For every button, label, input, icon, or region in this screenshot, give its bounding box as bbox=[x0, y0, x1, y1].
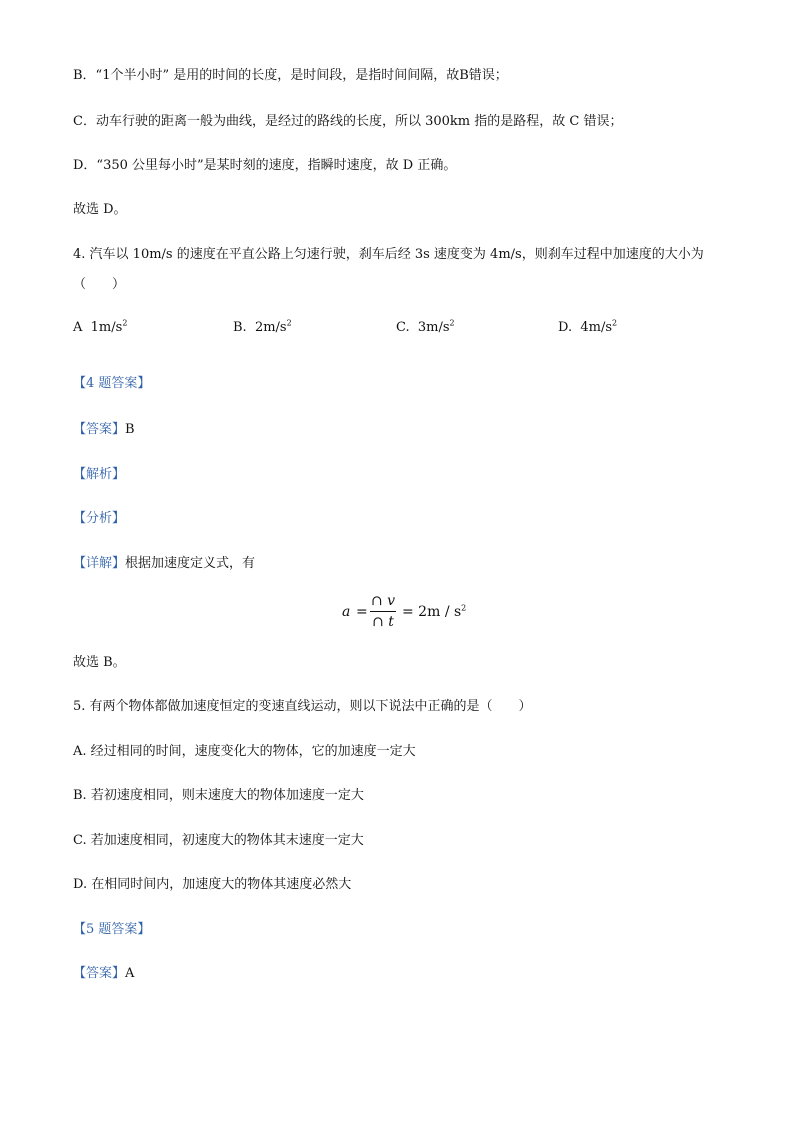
q5-option-d: D. 在相同时间内，加速度大的物体其速度必然大 bbox=[73, 877, 352, 892]
formula-lhs: a bbox=[342, 604, 351, 620]
q5-option-a: A. 经过相同的时间，速度变化大的物体，它的加速度一定大 bbox=[73, 744, 416, 759]
acceleration-formula bbox=[340, 592, 470, 634]
solution-conclusion: 故选 D。 bbox=[73, 202, 127, 217]
formula-rhs: = $2m / s^2$ bbox=[402, 603, 467, 620]
formula-numerator: ∩ v bbox=[370, 593, 396, 609]
fenxi-tag: 【分析】 bbox=[73, 511, 126, 526]
answer-header-4: 【4 题答案】 bbox=[73, 376, 151, 391]
answer-value: A bbox=[125, 966, 135, 981]
question-5-stem: 5. 有两个物体都做加速度恒定的变速直线运动，则以下说法中正确的是（ ） bbox=[73, 699, 532, 714]
q5-option-b: B. 若初速度相同，则末速度大的物体加速度一定大 bbox=[73, 788, 364, 803]
detail-line bbox=[73, 555, 255, 573]
answer-tag: 【答案】 bbox=[73, 966, 126, 981]
answer-value: B bbox=[125, 422, 135, 437]
formula-equals: = bbox=[356, 604, 368, 620]
solution-line-d: D．“350 公里每小时”是某时刻的速度，指瞬时速度，故 D 正确。 bbox=[73, 158, 457, 173]
option-d: D. $4m/s^2$ bbox=[558, 318, 618, 335]
answer-line-5 bbox=[73, 965, 134, 983]
detail-tag: 【详解】 bbox=[73, 556, 126, 571]
solution-line-b: B．“1个半小时” 是用的时间的长度，是时间段，是指时间间隔，故B错误； bbox=[73, 68, 508, 83]
answer-tag: 【答案】 bbox=[73, 422, 126, 437]
formula-fraction bbox=[370, 592, 396, 631]
question-4-blank: （ ） bbox=[73, 277, 126, 292]
formula-denominator: ∩ t bbox=[372, 614, 394, 630]
question-4-options bbox=[73, 320, 673, 338]
solution-line-c: C．动车行驶的距离一般为曲线，是经过的路线的长度，所以 300km 指的是路程，故 C 错误； bbox=[73, 114, 623, 129]
answer-header-5: 【5 题答案】 bbox=[73, 922, 151, 937]
fraction-bar bbox=[370, 611, 396, 612]
answer-line-4 bbox=[73, 421, 135, 439]
question-4-stem: 4. 汽车以 10m/s 的速度在平直公路上匀速行驶，刹车后经 3s 速度变为 4m/s，则刹车过程中加速度的大小为 bbox=[73, 247, 704, 262]
detail-text: 根据加速度定义式，有 bbox=[125, 556, 256, 571]
q4-conclusion: 故选 B。 bbox=[73, 655, 126, 670]
q5-option-c: C. 若加速度相同，初速度大的物体其末速度一定大 bbox=[73, 833, 364, 848]
option-a: A $1m/s^2$ bbox=[73, 318, 128, 335]
option-c: C. $3m/s^2$ bbox=[396, 318, 455, 335]
analysis-tag: 【解析】 bbox=[73, 467, 126, 482]
option-b: B. $2m/s^2$ bbox=[233, 318, 292, 335]
